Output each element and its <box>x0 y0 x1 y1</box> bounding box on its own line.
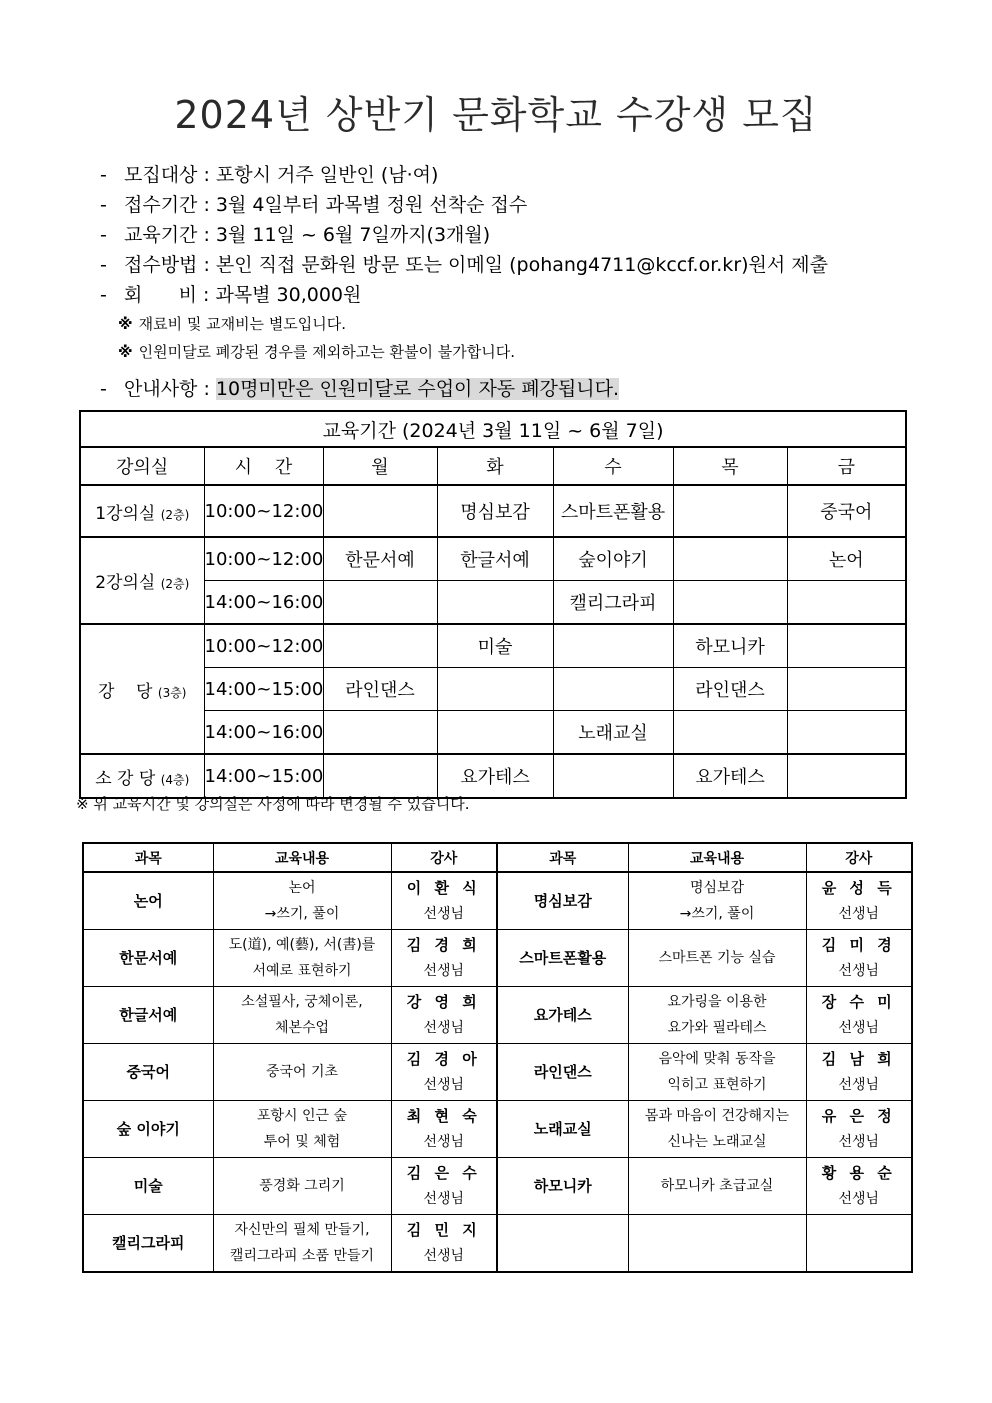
class-cell: 한글서예 <box>437 537 553 581</box>
teacher-name: 김 경 희 <box>406 936 481 954</box>
schedule-row <box>80 668 906 711</box>
course-row <box>83 1101 912 1158</box>
class-cell <box>787 581 906 625</box>
course-teacher <box>391 1044 497 1101</box>
teacher-suffix: 선생님 <box>423 1020 465 1036</box>
teacher-suffix: 선생님 <box>838 1191 880 1207</box>
course-content-line: 몸과 마음이 건강해지는 <box>644 1108 790 1124</box>
course-content-line: 포항시 인근 숲 <box>256 1108 348 1124</box>
course-content <box>628 1044 806 1101</box>
info-value: 본인 직접 문화원 방문 또는 이메일 (pohang4711@kccf.or.kr)원서 제출 <box>215 254 828 276</box>
info-value: 과목별 30,000원 <box>215 284 362 306</box>
info-guide: - 안내사항 : 10명미만은 인원미달로 수업이 자동 폐강됩니다. <box>100 374 920 404</box>
course-teacher <box>391 1215 497 1273</box>
class-cell: 미술 <box>437 624 553 668</box>
header-time: 시 간 <box>204 447 323 485</box>
course-content <box>628 872 806 930</box>
course-teacher <box>806 987 912 1044</box>
course-content-line: 음악에 맞춰 동작을 <box>658 1051 776 1067</box>
course-content-line: 논어 <box>288 880 316 896</box>
teacher-suffix: 선생님 <box>423 1248 465 1264</box>
info-section <box>100 160 920 404</box>
course-row <box>83 987 912 1044</box>
class-cell: 스마트폰활용 <box>553 485 673 537</box>
course-content-line: 신나는 노래교실 <box>667 1134 767 1150</box>
course-content-line: 도(道), 예(藝), 서(書)를 <box>228 937 376 953</box>
course-subject: 논어 <box>83 872 213 930</box>
note-materials <box>100 310 920 338</box>
class-cell: 라인댄스 <box>673 668 787 711</box>
header-teacher: 강사 <box>391 843 497 872</box>
teacher-suffix: 선생님 <box>423 1134 465 1150</box>
course-content <box>213 1044 391 1101</box>
info-value: 3월 11일 ~ 6월 7일까지(3개월) <box>215 224 491 246</box>
course-content-line: 명심보감 <box>689 880 745 896</box>
class-cell: 논어 <box>787 537 906 581</box>
course-row <box>83 1215 912 1273</box>
teacher-suffix: 선생님 <box>838 1077 880 1093</box>
course-teacher <box>806 1044 912 1101</box>
schedule-caption: 교육기간 (2024년 3월 11일 ~ 6월 7일) <box>80 411 906 447</box>
course-teacher <box>391 930 497 987</box>
course-teacher <box>806 930 912 987</box>
teacher-suffix: 선생님 <box>838 906 880 922</box>
course-content-line: 소설필사, 궁체이론, <box>241 994 363 1010</box>
room-cell: 강 당 (3층) <box>80 624 204 754</box>
schedule-table <box>79 410 907 799</box>
class-cell <box>673 711 787 755</box>
teacher-suffix: 선생님 <box>423 1077 465 1093</box>
teacher-suffix: 선생님 <box>423 906 465 922</box>
course-subject: 요가테스 <box>497 987 628 1044</box>
highlighted-notice: 10명미만은 인원미달로 수업이 자동 폐강됩니다. <box>215 378 620 400</box>
info-value: 3월 4일부터 과목별 정원 선착순 접수 <box>215 194 528 216</box>
header-wed: 수 <box>553 447 673 485</box>
room-cell: 2강의실 (2층) <box>80 537 204 624</box>
class-cell <box>787 624 906 668</box>
reference-mark-icon: ※ <box>118 343 133 361</box>
class-cell: 노래교실 <box>553 711 673 755</box>
class-cell <box>323 711 437 755</box>
course-row <box>83 872 912 930</box>
header-content: 교육내용 <box>213 843 391 872</box>
teacher-suffix: 선생님 <box>838 1134 880 1150</box>
info-label: 모집대상 <box>124 164 198 186</box>
teacher-name: 이 환 식 <box>406 879 481 897</box>
class-cell <box>787 668 906 711</box>
schedule-row <box>80 711 906 755</box>
course-subject: 한문서예 <box>83 930 213 987</box>
header-thu: 목 <box>673 447 787 485</box>
class-cell: 중국어 <box>787 485 906 537</box>
class-cell <box>323 624 437 668</box>
class-cell <box>437 711 553 755</box>
teacher-suffix: 선생님 <box>838 1020 880 1036</box>
room-cell: 소 강 당 (4층) <box>80 754 204 798</box>
info-label: 접수방법 <box>124 254 198 276</box>
course-content-line: 캘리그라피 소품 만들기 <box>229 1248 375 1264</box>
class-cell <box>553 624 673 668</box>
course-content-line: 중국어 기초 <box>265 1064 339 1080</box>
course-content-line: 풍경화 그리기 <box>259 1178 345 1194</box>
header-mon: 월 <box>323 447 437 485</box>
teacher-name: 김 민 지 <box>406 1221 481 1239</box>
class-cell: 명심보감 <box>437 485 553 537</box>
teacher-name: 최 현 숙 <box>406 1107 481 1125</box>
course-table <box>82 842 913 1273</box>
schedule-footnote: ※ 위 교육시간 및 강의실은 사정에 따라 변경될 수 있습니다. <box>76 795 470 813</box>
class-cell <box>673 581 787 625</box>
course-subject: 미술 <box>83 1158 213 1215</box>
info-registration-method: - 접수방법 : 본인 직접 문화원 방문 또는 이메일 (pohang4711@kccf.or.kr)원서 제출 <box>100 250 920 280</box>
note-text: 인원미달로 폐강된 경우를 제외하고는 환불이 불가합니다. <box>138 343 515 361</box>
course-content <box>213 987 391 1044</box>
course-subject: 스마트폰활용 <box>497 930 628 987</box>
time-cell: 14:00~16:00 <box>204 711 323 755</box>
course-subject: 캘리그라피 <box>83 1215 213 1273</box>
course-content <box>213 1101 391 1158</box>
course-teacher <box>391 1158 497 1215</box>
schedule-row <box>80 537 906 581</box>
course-subject: 중국어 <box>83 1044 213 1101</box>
schedule-row <box>80 624 906 668</box>
info-label: 교육기간 <box>124 224 198 246</box>
course-subject: 하모니카 <box>497 1158 628 1215</box>
teacher-name: 김 은 수 <box>406 1164 481 1182</box>
class-cell <box>787 754 906 798</box>
class-cell: 하모니카 <box>673 624 787 668</box>
course-teacher <box>806 872 912 930</box>
course-teacher <box>806 1101 912 1158</box>
course-content <box>213 1158 391 1215</box>
class-cell <box>437 668 553 711</box>
page-title: 2024년 상반기 문화학교 수강생 모집 <box>174 93 818 137</box>
class-cell <box>673 537 787 581</box>
class-cell <box>787 711 906 755</box>
teacher-name: 윤 성 득 <box>821 879 896 897</box>
time-cell: 14:00~15:00 <box>204 754 323 798</box>
class-cell <box>323 485 437 537</box>
course-content <box>628 1101 806 1158</box>
teacher-name: 김 경 아 <box>406 1050 481 1068</box>
reference-mark-icon: ※ <box>118 315 133 333</box>
course-row <box>83 1044 912 1101</box>
note-text: 재료비 및 교재비는 별도입니다. <box>138 315 347 333</box>
header-fri: 금 <box>787 447 906 485</box>
course-content-line: 요가와 필라테스 <box>667 1020 767 1036</box>
header-content: 교육내용 <box>628 843 806 872</box>
course-content-line: 요가링을 이용한 <box>667 994 767 1010</box>
class-cell <box>673 485 787 537</box>
teacher-suffix: 선생님 <box>423 1191 465 1207</box>
course-content-line: 체본수업 <box>274 1020 330 1036</box>
class-cell <box>323 754 437 798</box>
time-cell: 10:00~12:00 <box>204 485 323 537</box>
course-content <box>213 872 391 930</box>
course-subject: 라인댄스 <box>497 1044 628 1101</box>
teacher-name: 유 은 정 <box>821 1107 896 1125</box>
room-cell: 1강의실 (2층) <box>80 485 204 537</box>
course-content-line: 스마트폰 기능 실습 <box>658 950 776 966</box>
teacher-suffix: 선생님 <box>423 963 465 979</box>
course-content-line: 익히고 표현하기 <box>667 1077 767 1093</box>
info-education-period: - 교육기간 : 3월 11일 ~ 6월 7일까지(3개월) <box>100 220 920 250</box>
class-cell: 요가테스 <box>673 754 787 798</box>
empty-cell <box>806 1215 912 1273</box>
class-cell: 라인댄스 <box>323 668 437 711</box>
class-cell: 한문서예 <box>323 537 437 581</box>
course-content <box>628 1158 806 1215</box>
teacher-name: 김 남 희 <box>821 1050 896 1068</box>
time-cell: 10:00~12:00 <box>204 537 323 581</box>
course-row <box>83 930 912 987</box>
course-teacher <box>391 872 497 930</box>
class-cell <box>437 581 553 625</box>
empty-cell <box>628 1215 806 1273</box>
empty-cell <box>497 1215 628 1273</box>
course-subject: 숲 이야기 <box>83 1101 213 1158</box>
course-content-line: 서예로 표현하기 <box>252 963 352 979</box>
course-content-line: →쓰기, 풀이 <box>679 906 755 922</box>
info-label: 접수기간 <box>124 194 198 216</box>
header-subject: 과목 <box>83 843 213 872</box>
header-room: 강의실 <box>80 447 204 485</box>
schedule-row <box>80 754 906 798</box>
info-label: 안내사항 <box>124 378 198 400</box>
course-subject: 노래교실 <box>497 1101 628 1158</box>
info-label: 회 비 <box>124 284 197 306</box>
course-row <box>83 1158 912 1215</box>
course-content-line: →쓰기, 풀이 <box>264 906 340 922</box>
class-cell <box>323 581 437 625</box>
header-subject: 과목 <box>497 843 628 872</box>
note-refund <box>100 338 920 366</box>
info-target: - 모집대상 : 포항시 거주 일반인 (남·여) <box>100 160 920 190</box>
info-fee: - 회 비 : 과목별 30,000원 <box>100 280 920 310</box>
teacher-name: 황 용 순 <box>821 1164 896 1182</box>
class-cell: 요가테스 <box>437 754 553 798</box>
course-teacher <box>806 1158 912 1215</box>
course-teacher <box>391 987 497 1044</box>
course-subject: 한글서예 <box>83 987 213 1044</box>
course-content <box>213 1215 391 1273</box>
info-value: 포항시 거주 일반인 (남·여) <box>215 164 439 186</box>
header-tue: 화 <box>437 447 553 485</box>
time-cell: 14:00~16:00 <box>204 581 323 625</box>
teacher-name: 김 미 경 <box>821 936 896 954</box>
teacher-suffix: 선생님 <box>838 963 880 979</box>
course-subject: 명심보감 <box>497 872 628 930</box>
schedule-row <box>80 485 906 537</box>
class-cell <box>553 668 673 711</box>
course-content <box>628 930 806 987</box>
course-content-line: 자신만의 필체 만들기, <box>234 1222 370 1238</box>
course-teacher <box>391 1101 497 1158</box>
class-cell <box>553 754 673 798</box>
teacher-name: 장 수 미 <box>821 993 896 1011</box>
course-content <box>213 930 391 987</box>
course-content <box>628 987 806 1044</box>
header-teacher: 강사 <box>806 843 912 872</box>
course-content-line: 투어 및 체험 <box>263 1134 341 1150</box>
teacher-name: 강 영 희 <box>406 993 481 1011</box>
time-cell: 14:00~15:00 <box>204 668 323 711</box>
info-registration-period: - 접수기간 : 3월 4일부터 과목별 정원 선착순 접수 <box>100 190 920 220</box>
class-cell: 숲이야기 <box>553 537 673 581</box>
class-cell: 캘리그라피 <box>553 581 673 625</box>
schedule-row <box>80 581 906 625</box>
course-content-line: 하모니카 초급교실 <box>660 1178 774 1194</box>
time-cell: 10:00~12:00 <box>204 624 323 668</box>
